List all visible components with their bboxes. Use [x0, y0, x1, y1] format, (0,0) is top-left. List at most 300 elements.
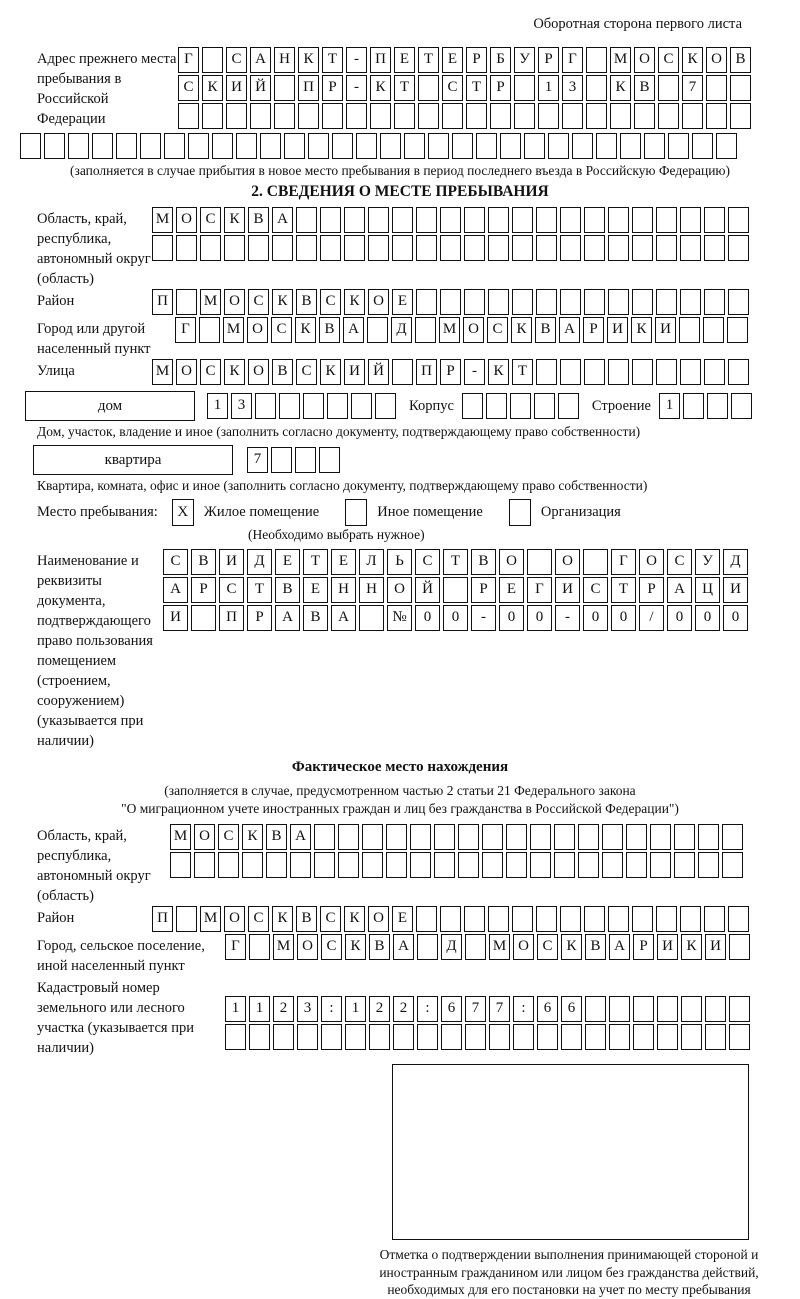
char-cell[interactable]: [500, 133, 521, 159]
char-cell[interactable]: К: [224, 207, 245, 233]
char-cell[interactable]: [321, 1024, 342, 1050]
char-cell[interactable]: В: [266, 824, 287, 850]
char-cell[interactable]: [224, 235, 245, 261]
char-cell[interactable]: [344, 207, 365, 233]
char-cell[interactable]: [681, 1024, 702, 1050]
char-cell[interactable]: С: [200, 207, 221, 233]
char-cell[interactable]: [418, 103, 439, 129]
char-cell[interactable]: 2: [273, 996, 294, 1022]
char-cell[interactable]: [729, 934, 750, 960]
char-cell[interactable]: [465, 934, 486, 960]
char-cell[interactable]: [536, 235, 557, 261]
char-cell[interactable]: И: [555, 577, 580, 603]
char-cell[interactable]: [443, 577, 468, 603]
char-cell[interactable]: :: [417, 996, 438, 1022]
char-cell[interactable]: К: [610, 75, 631, 101]
char-cell[interactable]: [683, 393, 704, 419]
char-cell[interactable]: [608, 359, 629, 385]
char-cell[interactable]: Т: [322, 47, 343, 73]
char-cell[interactable]: Е: [392, 289, 413, 315]
char-cell[interactable]: В: [369, 934, 390, 960]
char-cell[interactable]: [704, 289, 725, 315]
char-cell[interactable]: [404, 133, 425, 159]
char-cell[interactable]: [368, 207, 389, 233]
char-cell[interactable]: Г: [611, 549, 636, 575]
char-cell[interactable]: 0: [667, 605, 692, 631]
char-cell[interactable]: [583, 549, 608, 575]
char-cell[interactable]: Ь: [387, 549, 412, 575]
char-cell[interactable]: [633, 1024, 654, 1050]
char-cell[interactable]: [512, 235, 533, 261]
checkbox-residential[interactable]: X: [172, 499, 194, 526]
char-cell[interactable]: [176, 289, 197, 315]
char-cell[interactable]: [255, 393, 276, 419]
char-cell[interactable]: Р: [583, 317, 604, 343]
char-cell[interactable]: С: [226, 47, 247, 73]
char-cell[interactable]: 2: [369, 996, 390, 1022]
char-cell[interactable]: Е: [394, 47, 415, 73]
char-cell[interactable]: О: [224, 906, 245, 932]
char-cell[interactable]: [680, 207, 701, 233]
char-cell[interactable]: 1: [225, 996, 246, 1022]
char-cell[interactable]: 0: [583, 605, 608, 631]
char-cell[interactable]: [284, 133, 305, 159]
char-cell[interactable]: [359, 605, 384, 631]
char-cell[interactable]: [369, 1024, 390, 1050]
char-cell[interactable]: Р: [490, 75, 511, 101]
char-cell[interactable]: Н: [359, 577, 384, 603]
char-cell[interactable]: [332, 133, 353, 159]
char-cell[interactable]: [225, 1024, 246, 1050]
char-cell[interactable]: Г: [175, 317, 196, 343]
char-cell[interactable]: [506, 824, 527, 850]
char-cell[interactable]: [20, 133, 41, 159]
char-cell[interactable]: 0: [611, 605, 636, 631]
char-cell[interactable]: [650, 824, 671, 850]
char-cell[interactable]: К: [345, 934, 366, 960]
char-cell[interactable]: О: [387, 577, 412, 603]
char-cell[interactable]: Г: [527, 577, 552, 603]
char-cell[interactable]: [417, 1024, 438, 1050]
char-cell[interactable]: Р: [639, 577, 664, 603]
char-cell[interactable]: М: [152, 207, 173, 233]
char-cell[interactable]: С: [667, 549, 692, 575]
char-cell[interactable]: 6: [441, 996, 462, 1022]
char-cell[interactable]: [527, 549, 552, 575]
char-cell[interactable]: 0: [415, 605, 440, 631]
char-cell[interactable]: [680, 906, 701, 932]
char-cell[interactable]: М: [439, 317, 460, 343]
char-cell[interactable]: О: [513, 934, 534, 960]
char-cell[interactable]: И: [705, 934, 726, 960]
char-cell[interactable]: [602, 852, 623, 878]
char-cell[interactable]: С: [219, 577, 244, 603]
char-cell[interactable]: К: [488, 359, 509, 385]
char-cell[interactable]: [707, 393, 728, 419]
char-cell[interactable]: К: [682, 47, 703, 73]
char-cell[interactable]: 1: [345, 996, 366, 1022]
char-cell[interactable]: [260, 133, 281, 159]
checkbox-organization[interactable]: [509, 499, 531, 526]
char-cell[interactable]: [362, 852, 383, 878]
char-cell[interactable]: [440, 207, 461, 233]
char-cell[interactable]: М: [170, 824, 191, 850]
char-cell[interactable]: [476, 133, 497, 159]
char-cell[interactable]: [706, 103, 727, 129]
char-cell[interactable]: 0: [695, 605, 720, 631]
char-cell[interactable]: С: [163, 549, 188, 575]
char-cell[interactable]: [344, 235, 365, 261]
char-cell[interactable]: [417, 934, 438, 960]
char-cell[interactable]: [464, 235, 485, 261]
char-cell[interactable]: [346, 103, 367, 129]
char-cell[interactable]: [632, 207, 653, 233]
char-cell[interactable]: К: [631, 317, 652, 343]
char-cell[interactable]: У: [514, 47, 535, 73]
char-cell[interactable]: [554, 852, 575, 878]
char-cell[interactable]: [338, 852, 359, 878]
char-cell[interactable]: К: [272, 289, 293, 315]
char-cell[interactable]: [442, 103, 463, 129]
char-cell[interactable]: С: [442, 75, 463, 101]
char-cell[interactable]: Д: [247, 549, 272, 575]
char-cell[interactable]: А: [275, 605, 300, 631]
char-cell[interactable]: 0: [443, 605, 468, 631]
char-cell[interactable]: [297, 1024, 318, 1050]
char-cell[interactable]: -: [555, 605, 580, 631]
char-cell[interactable]: [658, 75, 679, 101]
char-cell[interactable]: [536, 359, 557, 385]
char-cell[interactable]: [703, 317, 724, 343]
char-cell[interactable]: Р: [633, 934, 654, 960]
char-cell[interactable]: [226, 103, 247, 129]
char-cell[interactable]: [428, 133, 449, 159]
char-cell[interactable]: Р: [191, 577, 216, 603]
char-cell[interactable]: [524, 133, 545, 159]
char-cell[interactable]: К: [320, 359, 341, 385]
char-cell[interactable]: И: [607, 317, 628, 343]
char-cell[interactable]: [534, 393, 555, 419]
char-cell[interactable]: [608, 235, 629, 261]
char-cell[interactable]: [116, 133, 137, 159]
char-cell[interactable]: [560, 207, 581, 233]
char-cell[interactable]: О: [639, 549, 664, 575]
char-cell[interactable]: 0: [723, 605, 748, 631]
char-cell[interactable]: [266, 852, 287, 878]
char-cell[interactable]: [416, 207, 437, 233]
char-cell[interactable]: [514, 75, 535, 101]
char-cell[interactable]: П: [152, 906, 173, 932]
char-cell[interactable]: [584, 207, 605, 233]
char-cell[interactable]: [488, 207, 509, 233]
char-cell[interactable]: [250, 103, 271, 129]
char-cell[interactable]: И: [219, 549, 244, 575]
char-cell[interactable]: [536, 906, 557, 932]
char-cell[interactable]: 7: [247, 447, 268, 473]
char-cell[interactable]: [602, 824, 623, 850]
char-cell[interactable]: [722, 852, 743, 878]
char-cell[interactable]: [273, 1024, 294, 1050]
char-cell[interactable]: [394, 103, 415, 129]
char-cell[interactable]: К: [344, 289, 365, 315]
char-cell[interactable]: [626, 852, 647, 878]
char-cell[interactable]: [464, 207, 485, 233]
char-cell[interactable]: С: [248, 906, 269, 932]
char-cell[interactable]: О: [297, 934, 318, 960]
char-cell[interactable]: В: [191, 549, 216, 575]
char-cell[interactable]: [704, 359, 725, 385]
char-cell[interactable]: [560, 359, 581, 385]
char-cell[interactable]: А: [559, 317, 580, 343]
char-cell[interactable]: [537, 1024, 558, 1050]
char-cell[interactable]: [674, 852, 695, 878]
char-cell[interactable]: [434, 852, 455, 878]
char-cell[interactable]: У: [695, 549, 720, 575]
char-cell[interactable]: К: [242, 824, 263, 850]
char-cell[interactable]: [458, 824, 479, 850]
char-cell[interactable]: Р: [538, 47, 559, 73]
char-cell[interactable]: С: [487, 317, 508, 343]
char-cell[interactable]: С: [248, 289, 269, 315]
char-cell[interactable]: [488, 289, 509, 315]
char-cell[interactable]: [512, 289, 533, 315]
char-cell[interactable]: [410, 852, 431, 878]
char-cell[interactable]: [279, 393, 300, 419]
char-cell[interactable]: [584, 906, 605, 932]
char-cell[interactable]: Т: [512, 359, 533, 385]
char-cell[interactable]: [362, 824, 383, 850]
char-cell[interactable]: И: [723, 577, 748, 603]
char-cell[interactable]: П: [416, 359, 437, 385]
char-cell[interactable]: [488, 235, 509, 261]
char-cell[interactable]: Е: [442, 47, 463, 73]
char-cell[interactable]: А: [393, 934, 414, 960]
char-cell[interactable]: С: [415, 549, 440, 575]
char-cell[interactable]: Е: [303, 577, 328, 603]
char-cell[interactable]: [536, 289, 557, 315]
char-cell[interactable]: [200, 235, 221, 261]
char-cell[interactable]: [465, 1024, 486, 1050]
char-cell[interactable]: [608, 207, 629, 233]
char-cell[interactable]: [609, 996, 630, 1022]
char-cell[interactable]: [578, 852, 599, 878]
char-cell[interactable]: [194, 852, 215, 878]
char-cell[interactable]: 1: [538, 75, 559, 101]
char-cell[interactable]: К: [298, 47, 319, 73]
char-cell[interactable]: [584, 235, 605, 261]
char-cell[interactable]: [680, 235, 701, 261]
char-cell[interactable]: Л: [359, 549, 384, 575]
char-cell[interactable]: [668, 133, 689, 159]
char-cell[interactable]: [698, 852, 719, 878]
char-cell[interactable]: -: [346, 75, 367, 101]
char-cell[interactable]: 1: [659, 393, 680, 419]
char-cell[interactable]: [296, 207, 317, 233]
char-cell[interactable]: [650, 852, 671, 878]
char-cell[interactable]: Р: [471, 577, 496, 603]
char-cell[interactable]: [561, 1024, 582, 1050]
char-cell[interactable]: [464, 906, 485, 932]
char-cell[interactable]: [295, 447, 316, 473]
char-cell[interactable]: [681, 996, 702, 1022]
char-cell[interactable]: [368, 235, 389, 261]
char-cell[interactable]: [731, 393, 752, 419]
char-cell[interactable]: [729, 996, 750, 1022]
char-cell[interactable]: К: [272, 906, 293, 932]
char-cell[interactable]: К: [344, 906, 365, 932]
char-cell[interactable]: [488, 906, 509, 932]
char-cell[interactable]: М: [273, 934, 294, 960]
char-cell[interactable]: [303, 393, 324, 419]
char-cell[interactable]: И: [226, 75, 247, 101]
char-cell[interactable]: А: [331, 605, 356, 631]
char-cell[interactable]: [705, 996, 726, 1022]
char-cell[interactable]: [608, 289, 629, 315]
char-cell[interactable]: [682, 103, 703, 129]
char-cell[interactable]: [386, 852, 407, 878]
char-cell[interactable]: [392, 359, 413, 385]
char-cell[interactable]: Д: [723, 549, 748, 575]
char-cell[interactable]: [392, 207, 413, 233]
char-cell[interactable]: [538, 103, 559, 129]
char-cell[interactable]: :: [321, 996, 342, 1022]
char-cell[interactable]: О: [499, 549, 524, 575]
char-cell[interactable]: О: [368, 906, 389, 932]
char-cell[interactable]: [692, 133, 713, 159]
char-cell[interactable]: С: [200, 359, 221, 385]
char-cell[interactable]: [548, 133, 569, 159]
char-cell[interactable]: [632, 359, 653, 385]
char-cell[interactable]: [248, 235, 269, 261]
char-cell[interactable]: [558, 393, 579, 419]
char-cell[interactable]: [320, 207, 341, 233]
char-cell[interactable]: В: [730, 47, 751, 73]
char-cell[interactable]: 1: [249, 996, 270, 1022]
char-cell[interactable]: [634, 103, 655, 129]
char-cell[interactable]: [586, 47, 607, 73]
char-cell[interactable]: О: [176, 207, 197, 233]
char-cell[interactable]: [272, 235, 293, 261]
char-cell[interactable]: [706, 75, 727, 101]
char-cell[interactable]: [319, 447, 340, 473]
char-cell[interactable]: [314, 824, 335, 850]
char-cell[interactable]: Д: [391, 317, 412, 343]
char-cell[interactable]: П: [219, 605, 244, 631]
char-cell[interactable]: [380, 133, 401, 159]
char-cell[interactable]: [140, 133, 161, 159]
char-cell[interactable]: [274, 103, 295, 129]
char-cell[interactable]: [271, 447, 292, 473]
char-cell[interactable]: [730, 75, 751, 101]
char-cell[interactable]: Р: [322, 75, 343, 101]
char-cell[interactable]: [679, 317, 700, 343]
char-cell[interactable]: 3: [297, 996, 318, 1022]
char-cell[interactable]: В: [634, 75, 655, 101]
char-cell[interactable]: [656, 207, 677, 233]
char-cell[interactable]: [356, 133, 377, 159]
char-cell[interactable]: [728, 235, 749, 261]
char-cell[interactable]: Т: [303, 549, 328, 575]
char-cell[interactable]: [416, 906, 437, 932]
char-cell[interactable]: [704, 207, 725, 233]
char-cell[interactable]: [351, 393, 372, 419]
char-cell[interactable]: М: [152, 359, 173, 385]
char-cell[interactable]: [656, 289, 677, 315]
char-cell[interactable]: [596, 133, 617, 159]
char-cell[interactable]: О: [194, 824, 215, 850]
char-cell[interactable]: Т: [611, 577, 636, 603]
char-cell[interactable]: С: [658, 47, 679, 73]
char-cell[interactable]: [728, 207, 749, 233]
char-cell[interactable]: [452, 133, 473, 159]
char-cell[interactable]: 0: [499, 605, 524, 631]
char-cell[interactable]: [242, 852, 263, 878]
char-cell[interactable]: [440, 289, 461, 315]
char-cell[interactable]: О: [176, 359, 197, 385]
char-cell[interactable]: [314, 852, 335, 878]
char-cell[interactable]: Й: [368, 359, 389, 385]
char-cell[interactable]: М: [489, 934, 510, 960]
char-cell[interactable]: [308, 133, 329, 159]
char-cell[interactable]: В: [535, 317, 556, 343]
char-cell[interactable]: [585, 1024, 606, 1050]
char-cell[interactable]: О: [224, 289, 245, 315]
char-cell[interactable]: №: [387, 605, 412, 631]
char-cell[interactable]: Е: [499, 577, 524, 603]
char-cell[interactable]: В: [248, 207, 269, 233]
char-cell[interactable]: 3: [231, 393, 252, 419]
char-cell[interactable]: [585, 996, 606, 1022]
char-cell[interactable]: [462, 393, 483, 419]
char-cell[interactable]: [512, 207, 533, 233]
char-cell[interactable]: С: [296, 359, 317, 385]
char-cell[interactable]: 2: [393, 996, 414, 1022]
char-cell[interactable]: :: [513, 996, 534, 1022]
char-cell[interactable]: Н: [331, 577, 356, 603]
char-cell[interactable]: Д: [441, 934, 462, 960]
char-cell[interactable]: [68, 133, 89, 159]
char-cell[interactable]: Т: [466, 75, 487, 101]
char-cell[interactable]: А: [290, 824, 311, 850]
char-cell[interactable]: [536, 207, 557, 233]
char-cell[interactable]: К: [295, 317, 316, 343]
char-cell[interactable]: 3: [562, 75, 583, 101]
checkbox-other-premises[interactable]: [345, 499, 367, 526]
char-cell[interactable]: И: [657, 934, 678, 960]
char-cell[interactable]: [466, 103, 487, 129]
char-cell[interactable]: [632, 289, 653, 315]
char-cell[interactable]: [530, 852, 551, 878]
char-cell[interactable]: [393, 1024, 414, 1050]
char-cell[interactable]: [728, 289, 749, 315]
char-cell[interactable]: [486, 393, 507, 419]
char-cell[interactable]: [434, 824, 455, 850]
char-cell[interactable]: К: [370, 75, 391, 101]
char-cell[interactable]: [586, 75, 607, 101]
char-cell[interactable]: О: [248, 359, 269, 385]
char-cell[interactable]: [728, 906, 749, 932]
char-cell[interactable]: В: [275, 577, 300, 603]
char-cell[interactable]: 7: [682, 75, 703, 101]
char-cell[interactable]: С: [320, 289, 341, 315]
char-cell[interactable]: А: [163, 577, 188, 603]
char-cell[interactable]: [152, 235, 173, 261]
char-cell[interactable]: И: [163, 605, 188, 631]
char-cell[interactable]: К: [224, 359, 245, 385]
char-cell[interactable]: [188, 133, 209, 159]
char-cell[interactable]: В: [303, 605, 328, 631]
char-cell[interactable]: [560, 906, 581, 932]
